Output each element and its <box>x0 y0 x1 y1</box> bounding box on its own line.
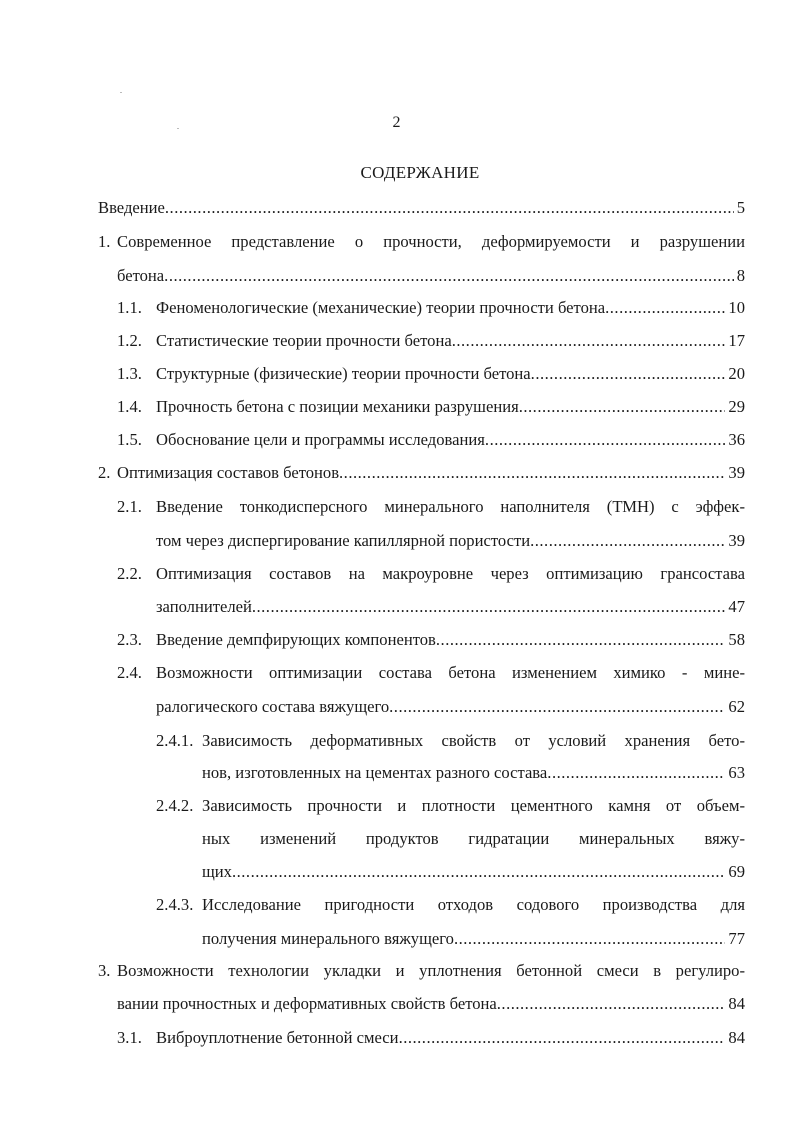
toc-entry-continuation <box>117 264 745 288</box>
toc-page-number: 39 <box>728 463 745 482</box>
toc-section-number: 1. <box>98 232 111 251</box>
toc-entry-title: Структурные (физические) теории прочности бетона <box>156 364 531 383</box>
toc-entry <box>156 1026 745 1050</box>
toc-entry-continuation <box>202 860 745 884</box>
toc-entry-title: Феноменологические (механические) теории прочности бетона <box>156 298 606 317</box>
toc-section-number: 2.2. <box>117 564 142 583</box>
toc-entry-title: Введение демпфирующих компонентов <box>156 630 436 649</box>
dot-leader <box>389 695 725 719</box>
toc-entry-introduction <box>98 196 745 220</box>
dot-leader <box>232 860 725 884</box>
toc-entry <box>156 329 745 353</box>
toc-entry-title: Возможности технологии укладки и уплотнения бетонной смеси в регулиро- <box>117 961 745 980</box>
toc-entry-title: нов, изготовленных на цементах разного состава <box>202 763 548 782</box>
toc-page-number: 8 <box>736 266 745 285</box>
toc-entry-continuation <box>202 927 745 951</box>
toc-entry-title: Возможности оптимизации состава бетона изменением химико - мине- <box>156 663 745 682</box>
toc-page-number: 77 <box>728 929 745 948</box>
toc-page-number: 84 <box>728 994 745 1013</box>
dot-leader <box>339 461 725 485</box>
toc-entry <box>117 461 745 485</box>
dot-leader <box>252 595 726 619</box>
toc-entry-title: Оптимизация составов на макроуровне через оптимизацию грансостава <box>156 564 745 583</box>
toc-entry-title: Виброуплотнение бетонной смеси <box>156 1028 399 1047</box>
toc-entry-title: Современное представление о прочности, деформируемости и разрушении <box>117 232 745 251</box>
dot-leader <box>530 529 725 553</box>
toc-section-number: 3.1. <box>117 1028 142 1047</box>
toc-page-number: 17 <box>728 331 745 350</box>
toc-entry-title: щих <box>202 862 232 881</box>
dot-leader <box>547 761 725 785</box>
toc-entry-title: получения минерального вяжущего <box>202 929 454 948</box>
dot-leader <box>165 196 734 220</box>
dot-leader <box>485 428 725 452</box>
toc-section-number: 1.3. <box>117 364 142 383</box>
dot-leader <box>436 628 726 652</box>
toc-page-number: 20 <box>728 364 745 383</box>
toc-page-number: 58 <box>728 630 745 649</box>
toc-section-number: 2.3. <box>117 630 142 649</box>
toc-entry-continuation <box>156 695 745 719</box>
toc-page-number: 5 <box>736 198 745 217</box>
toc-entry <box>156 628 745 652</box>
toc-entry-title: вании прочностных и деформативных свойств бетона <box>117 994 497 1013</box>
toc-page-number: 62 <box>728 697 745 716</box>
toc-entry-title: ралогического состава вяжущего <box>156 697 390 716</box>
toc-section-number: 2.1. <box>117 497 142 516</box>
toc-section-number: 2. <box>98 463 111 482</box>
toc-section-number: 2.4.2. <box>156 796 194 815</box>
page-title: СОДЕРЖАНИЕ <box>360 163 480 182</box>
toc-entry-title: Статистические теории прочности бетона <box>156 331 452 350</box>
toc-entry <box>156 296 745 320</box>
dot-leader <box>452 329 726 353</box>
toc-entry-title: Введение тонкодисперсного минерального наполнителя (ТМН) с эффек- <box>156 497 745 516</box>
dot-leader <box>164 264 734 288</box>
toc-entry-continuation <box>156 529 745 553</box>
toc-entry-title: заполнителей <box>156 597 252 616</box>
toc-page-number: 47 <box>728 597 745 616</box>
toc-page-number: 69 <box>728 862 745 881</box>
toc-page-number: 39 <box>728 531 745 550</box>
dot-leader <box>531 362 726 386</box>
dot-leader <box>399 1026 726 1050</box>
toc-section-number: 2.4. <box>117 663 142 682</box>
toc-page-number: 84 <box>728 1028 745 1047</box>
toc-entry <box>156 395 745 419</box>
toc-entry-title: Оптимизация составов бетонов <box>117 463 340 482</box>
toc-entry-title: Обоснование цели и программы исследования <box>156 430 485 449</box>
toc-entry-title: Зависимость прочности и плотности цементного камня от объем- <box>202 796 745 815</box>
toc-entry-title: Зависимость деформативных свойств от условий хранения бето- <box>202 731 745 750</box>
toc-section-number: 1.4. <box>117 397 142 416</box>
toc-entry-continuation <box>202 761 745 785</box>
toc-entry <box>156 428 745 452</box>
toc-page-number: 10 <box>728 298 745 317</box>
toc-entry-continuation <box>156 595 745 619</box>
dot-leader <box>519 395 726 419</box>
toc-entry-title: Исследование пригодности отходов содового производства для <box>202 895 745 914</box>
dot-leader <box>497 992 726 1016</box>
toc-entry-title: том через диспергирование капиллярной пористости <box>156 531 531 550</box>
toc-entry-title: бетона <box>117 266 165 285</box>
dot-leader <box>454 927 725 951</box>
toc-entry <box>156 362 745 386</box>
dot-leader <box>605 296 725 320</box>
toc-page-number: 36 <box>728 430 745 449</box>
toc-section-number: 2.4.3. <box>156 895 194 914</box>
toc-entry-title: ных изменений продуктов гидратации минеральных вяжу- <box>202 829 745 848</box>
toc-entry-title: Прочность бетона с позиции механики разрушения <box>156 397 519 416</box>
toc-page-number: 63 <box>728 763 745 782</box>
toc-section-number: 1.5. <box>117 430 142 449</box>
page-number: 2 <box>392 114 401 131</box>
toc-section-number: 1.1. <box>117 298 142 317</box>
toc-entry-continuation <box>117 992 745 1016</box>
toc-section-number: 1.2. <box>117 331 142 350</box>
toc-entry-title: Введение <box>98 198 165 217</box>
toc-section-number: 2.4.1. <box>156 731 194 750</box>
toc-section-number: 3. <box>98 961 111 980</box>
toc-page-number: 29 <box>728 397 745 416</box>
